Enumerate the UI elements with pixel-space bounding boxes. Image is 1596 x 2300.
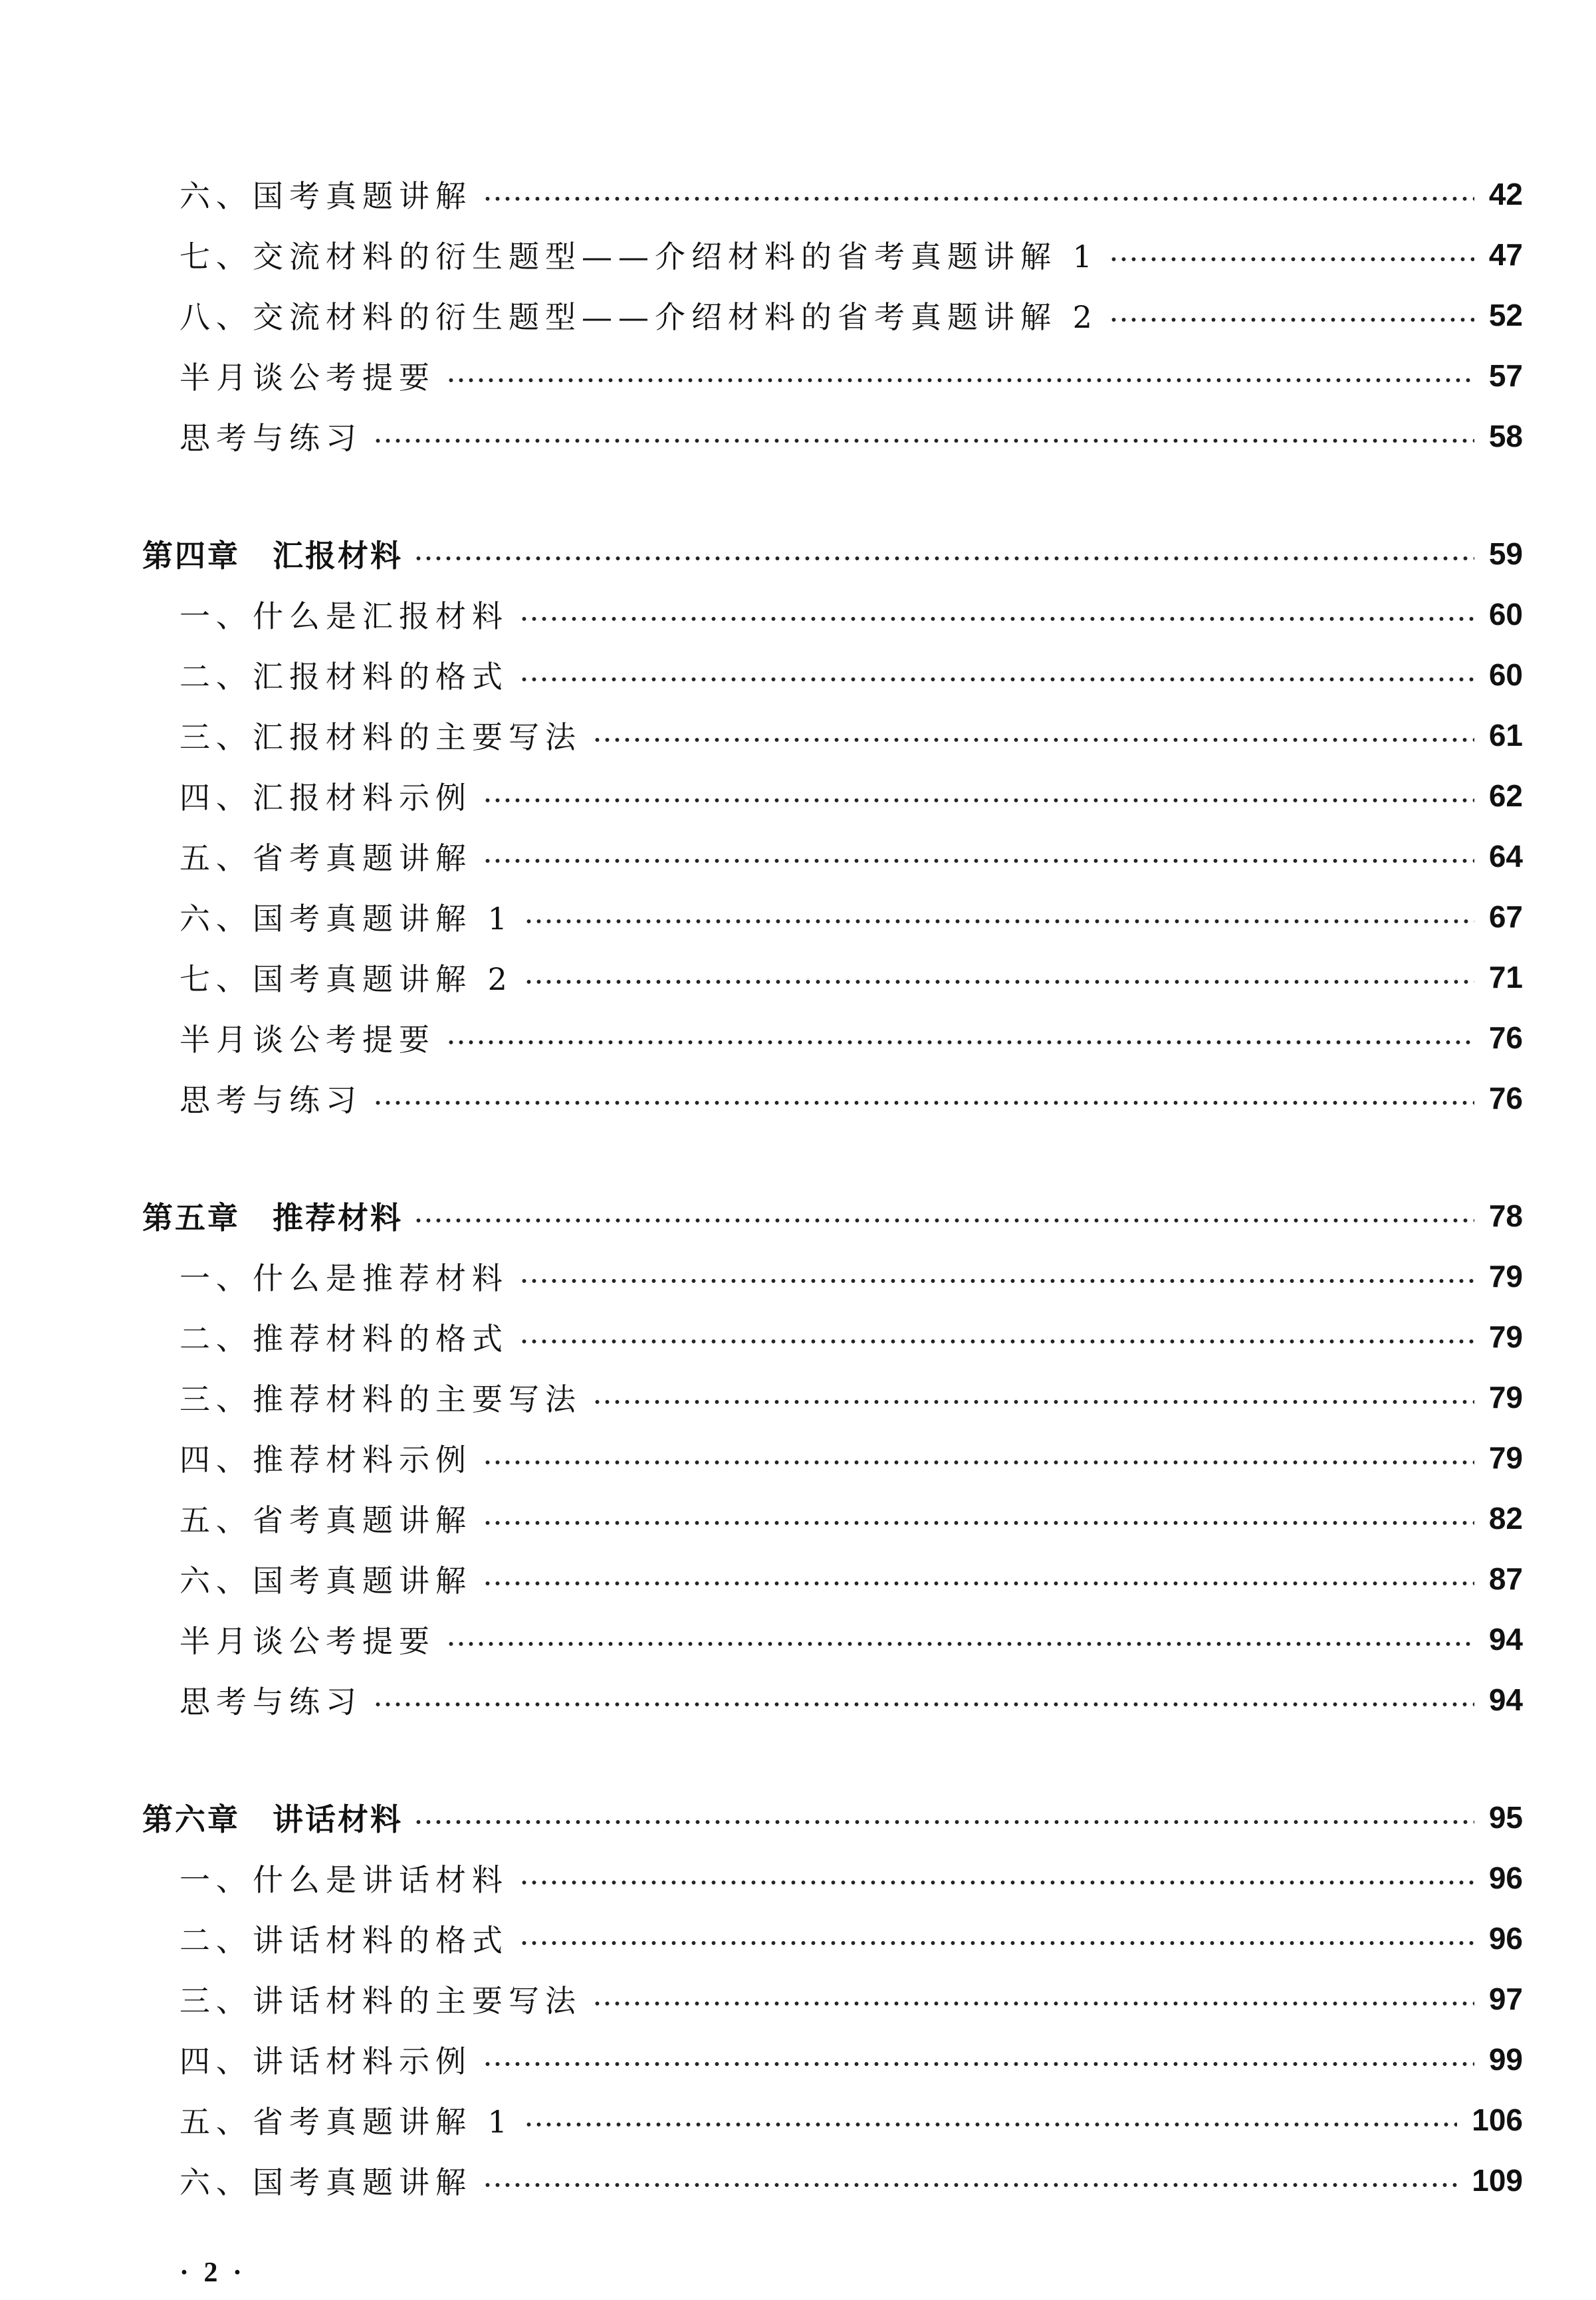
dot-leader: [413, 1218, 1474, 1222]
chapter-title: 第六章 讲话材料: [142, 1801, 403, 1837]
page-number: 79: [1488, 1320, 1523, 1354]
toc-entry-row[interactable]: [0, 709, 1596, 762]
dot-leader: [592, 1400, 1474, 1404]
section-title: 六、国考真题讲解: [179, 2164, 472, 2200]
toc-entry-row[interactable]: [0, 288, 1596, 342]
page-number: 42: [1488, 177, 1523, 211]
toc-entry-row[interactable]: [0, 228, 1596, 281]
toc-entry-row[interactable]: [0, 830, 1596, 883]
toc-entry: [179, 228, 1523, 281]
toc-entry: [179, 168, 1523, 221]
toc-entry: [179, 769, 1523, 822]
toc-entry-row[interactable]: [0, 1972, 1596, 2025]
toc-entry-row[interactable]: [0, 2033, 1596, 2086]
dot-leader: [519, 617, 1474, 621]
toc-entry-row[interactable]: [0, 1613, 1596, 1666]
toc-entry-row[interactable]: [0, 2154, 1596, 2207]
toc-entry-row[interactable]: [0, 1310, 1596, 1363]
page-number: 99: [1488, 2042, 1523, 2077]
section-title: 二、汇报材料的格式: [179, 659, 509, 695]
page-number: 57: [1488, 358, 1523, 393]
toc-entry: [179, 1851, 1523, 1904]
section-title: 思考与练习: [179, 420, 362, 456]
page-number: 95: [1488, 1800, 1523, 1835]
section-title: 三、汇报材料的主要写法: [179, 719, 582, 755]
section-title: 三、讲话材料的主要写法: [179, 1983, 582, 2019]
page-number: 96: [1488, 1921, 1523, 1956]
page-number: 94: [1488, 1622, 1523, 1657]
toc-entry: [179, 2033, 1523, 2086]
dot-leader: [483, 798, 1474, 802]
section-title: 半月谈公考提要: [179, 360, 435, 396]
section-title: 思考与练习: [179, 1684, 362, 1720]
page-number: 52: [1488, 298, 1523, 332]
section-title: 一、什么是汇报材料: [179, 598, 509, 634]
dot-leader: [524, 919, 1474, 923]
toc-entry: [179, 409, 1523, 463]
toc-entry: [142, 527, 1523, 580]
toc-entry: [179, 1492, 1523, 1545]
toc-entry: [179, 648, 1523, 701]
toc-entry-row[interactable]: [0, 1250, 1596, 1303]
toc-entry: [179, 1552, 1523, 1605]
toc-entry: [179, 1250, 1523, 1303]
toc-entry-row[interactable]: [0, 168, 1596, 221]
dot-leader: [1109, 318, 1474, 322]
dot-leader: [373, 1101, 1474, 1105]
page-number: 60: [1488, 657, 1523, 692]
page-number: 97: [1488, 1982, 1523, 2016]
section-title: 四、讲话材料示例: [179, 2043, 472, 2079]
dot-leader: [524, 980, 1474, 984]
toc-entry: [179, 709, 1523, 762]
section-title: 五、省考真题讲解: [179, 840, 472, 876]
dot-leader: [524, 2123, 1457, 2127]
toc-entry-row[interactable]: [0, 588, 1596, 641]
section-title: 四、汇报材料示例: [179, 780, 472, 816]
section-title: 六、国考真题讲解: [179, 1563, 472, 1599]
page-number: 79: [1488, 1440, 1523, 1475]
section-title: 五、省考真题讲解 1: [179, 2104, 513, 2140]
dot-leader: [446, 1642, 1474, 1646]
toc-entry: [179, 890, 1523, 943]
chapter-title: 第五章 推荐材料: [142, 1200, 403, 1236]
section-title: 三、推荐材料的主要写法: [179, 1381, 582, 1417]
section-title: 七、国考真题讲解 2: [179, 961, 513, 997]
toc-entry: [179, 1673, 1523, 1726]
page-number: 47: [1488, 237, 1523, 272]
toc-entry-row[interactable]: [0, 1371, 1596, 1424]
dot-leader: [483, 2062, 1474, 2066]
toc-entry-row[interactable]: [0, 1011, 1596, 1064]
toc-chapter-row[interactable]: [0, 527, 1596, 580]
toc-entry-row[interactable]: [0, 890, 1596, 943]
dot-leader: [592, 738, 1474, 742]
toc-entry: [179, 1972, 1523, 2025]
dot-leader: [1109, 257, 1474, 261]
page-number: 76: [1488, 1081, 1523, 1115]
section-title: 思考与练习: [179, 1082, 362, 1118]
page-number: 71: [1488, 960, 1523, 994]
toc-chapter-row[interactable]: [0, 1791, 1596, 1844]
page-number: 76: [1488, 1020, 1523, 1055]
dot-leader: [483, 2183, 1457, 2187]
section-title: 五、省考真题讲解: [179, 1502, 472, 1538]
page-number: 58: [1488, 419, 1523, 453]
section-title: 半月谈公考提要: [179, 1623, 435, 1659]
toc-entry-row[interactable]: [0, 1912, 1596, 1965]
page-number: 67: [1488, 899, 1523, 934]
dot-leader: [483, 1460, 1474, 1464]
section-title: 一、什么是讲话材料: [179, 1862, 509, 1898]
page-number: 78: [1488, 1199, 1523, 1233]
section-title: 二、推荐材料的格式: [179, 1321, 509, 1357]
page-number: 106: [1472, 2103, 1523, 2137]
toc-entry-row[interactable]: [0, 1673, 1596, 1726]
section-title: 一、什么是推荐材料: [179, 1260, 509, 1296]
page-number: 82: [1488, 1501, 1523, 1536]
toc-entry: [179, 2093, 1523, 2146]
section-title: 六、国考真题讲解: [179, 178, 472, 214]
toc-entry: [179, 1310, 1523, 1363]
dot-leader: [592, 2002, 1474, 2006]
dot-leader: [519, 1881, 1474, 1885]
page-number: 61: [1488, 718, 1523, 752]
toc-entry-row[interactable]: [0, 1851, 1596, 1904]
page-number: 87: [1488, 1561, 1523, 1596]
dot-leader: [519, 1339, 1474, 1343]
section-title: 二、讲话材料的格式: [179, 1922, 509, 1958]
toc-entry: [179, 288, 1523, 342]
page-number: 109: [1472, 2163, 1523, 2198]
toc-entry-row[interactable]: [0, 1431, 1596, 1484]
toc-entry: [142, 1189, 1523, 1242]
page-number: 79: [1488, 1259, 1523, 1294]
chapter-title: 第四章 汇报材料: [142, 538, 403, 574]
toc-entry: [179, 1431, 1523, 1484]
toc-entry-row[interactable]: [0, 648, 1596, 701]
toc-entry: [179, 1912, 1523, 1965]
section-title: 四、推荐材料示例: [179, 1442, 472, 1478]
dot-leader: [413, 1820, 1474, 1824]
page-number: 62: [1488, 778, 1523, 813]
dot-leader: [483, 1581, 1474, 1585]
toc-entry-row[interactable]: [0, 2093, 1596, 2146]
toc-entry: [179, 349, 1523, 402]
toc-entry-row[interactable]: [0, 1072, 1596, 1125]
toc-chapter-row[interactable]: [0, 1189, 1596, 1242]
page-number: 96: [1488, 1861, 1523, 1895]
toc-entry: [179, 588, 1523, 641]
dot-leader: [446, 1040, 1474, 1044]
page-number-footer: · 2 ·: [179, 2257, 247, 2288]
toc-entry: [179, 1371, 1523, 1424]
dot-leader: [483, 1521, 1474, 1525]
toc-entry-row[interactable]: [0, 349, 1596, 402]
page-number: 59: [1488, 536, 1523, 571]
toc-entry-row[interactable]: [0, 1492, 1596, 1545]
toc-entry: [179, 1011, 1523, 1064]
dot-leader: [483, 197, 1474, 201]
page-number: 64: [1488, 839, 1523, 873]
toc-entry: [142, 1791, 1523, 1844]
toc-entry: [179, 830, 1523, 883]
section-title: 半月谈公考提要: [179, 1022, 435, 1058]
toc-entry: [179, 1613, 1523, 1666]
page-number: 60: [1488, 597, 1523, 632]
dot-leader: [519, 1279, 1474, 1283]
section-title: 七、交流材料的衍生题型——介绍材料的省考真题讲解 1: [179, 239, 1098, 275]
toc-entry-row[interactable]: [0, 1552, 1596, 1605]
dot-leader: [519, 677, 1474, 681]
toc-entry-row[interactable]: [0, 951, 1596, 1004]
dot-leader: [446, 378, 1474, 382]
toc-entry: [179, 2154, 1523, 2207]
dot-leader: [519, 1941, 1474, 1945]
page-number: 79: [1488, 1380, 1523, 1415]
section-title: 六、国考真题讲解 1: [179, 901, 513, 937]
page-number: 94: [1488, 1682, 1523, 1717]
dot-leader: [483, 859, 1474, 863]
toc-entry-row[interactable]: [0, 409, 1596, 463]
dot-leader: [413, 556, 1474, 560]
dot-leader: [373, 439, 1474, 443]
toc-entry: [179, 951, 1523, 1004]
toc-entry-row[interactable]: [0, 769, 1596, 822]
toc-entry: [179, 1072, 1523, 1125]
dot-leader: [373, 1702, 1474, 1706]
section-title: 八、交流材料的衍生题型——介绍材料的省考真题讲解 2: [179, 299, 1098, 335]
